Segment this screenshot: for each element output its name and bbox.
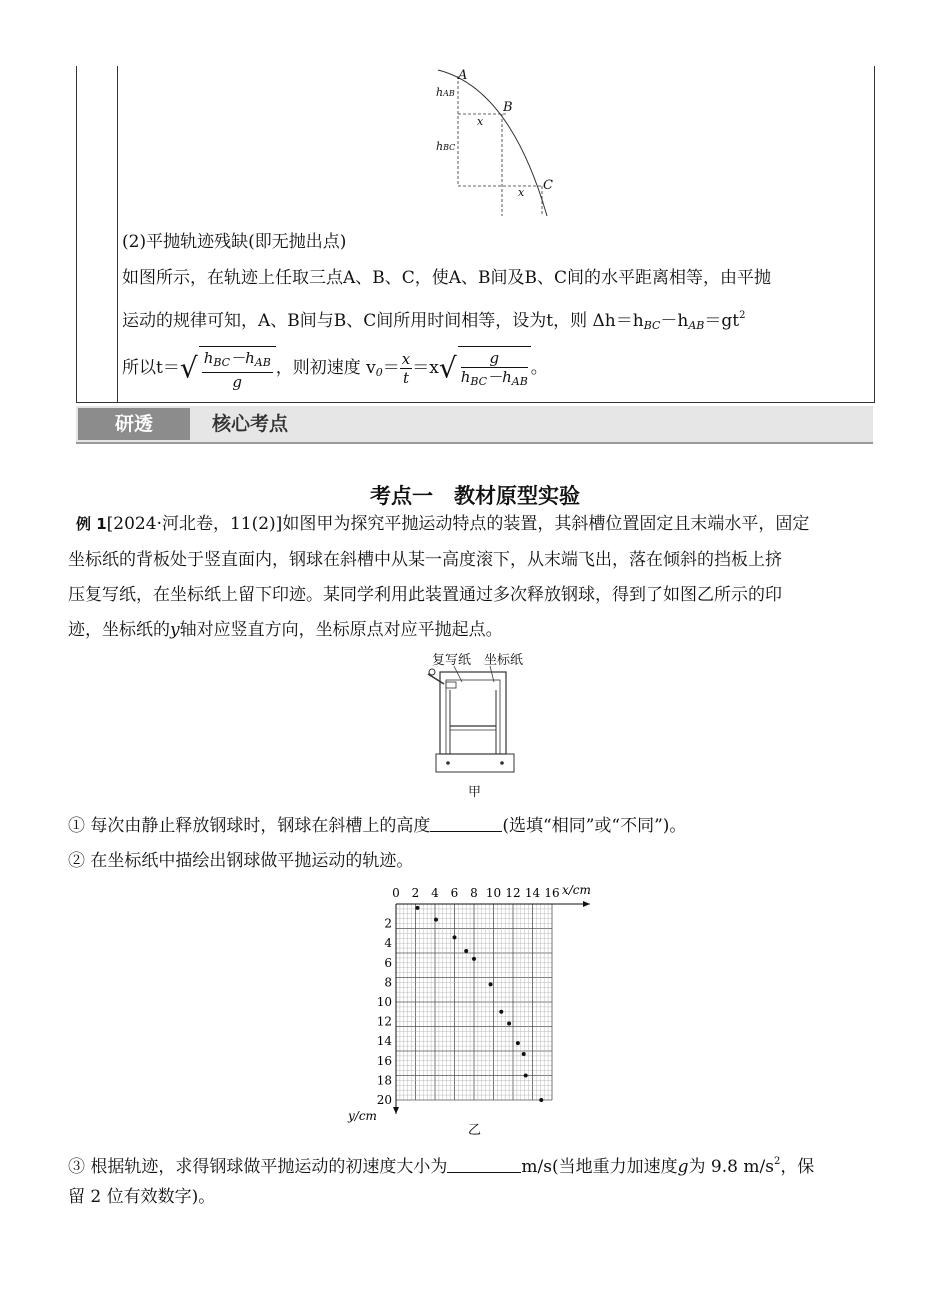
data-point — [415, 906, 419, 910]
x-tick-label: 0 — [392, 886, 400, 900]
h-ab-label: hAB — [436, 86, 455, 99]
example-line-4: 迹，坐标纸的y轴对应竖直方向，坐标原点对应平抛起点。 — [68, 620, 503, 640]
y-tick-label: 14 — [376, 1034, 392, 1049]
steel-ball-icon — [429, 669, 435, 675]
point-b-label: B — [503, 100, 513, 115]
example-line-3: 压复写纸，在坐标纸上留下印迹。某同学利用此装置通过多次释放钢球，得到了如图乙所示的印 — [68, 585, 782, 605]
data-point — [434, 918, 438, 922]
data-point — [464, 949, 468, 953]
y-tick-label: 12 — [376, 1014, 392, 1029]
data-point — [453, 935, 457, 939]
data-point — [499, 1010, 503, 1014]
y-tick-label: 4 — [384, 936, 392, 951]
example-line-2: 坐标纸的背板处于竖直面内，钢球在斜槽中从某一高度滚下，从末端飞出，落在倾斜的挡板上挤 — [68, 550, 782, 570]
x-tick-label: 2 — [411, 886, 420, 900]
box-line-2: 运动的规律可知，A、B间与B、C间所用时间相等，设为t，则 $\Delta h=h_{BC}-h_{AB}=gt^2$ — [122, 310, 746, 332]
example-line-1: 例 1[2024·河北卷，11(2)]如图甲为探究平抛运动特点的装置，其斜槽位置固定且末端水平，固定 — [76, 514, 810, 534]
data-point — [539, 1098, 543, 1102]
section-title: (2)平抛轨迹残缺(即无抛出点) — [122, 232, 347, 252]
apparatus-figure — [420, 662, 530, 778]
y-tick-label: 6 — [384, 955, 392, 970]
y-tick-label: 18 — [376, 1073, 392, 1088]
point-c-label: C — [543, 178, 553, 193]
y-tick-label: 8 — [384, 975, 392, 990]
y-tick-label: 20 — [376, 1093, 392, 1107]
x-tick-label: 4 — [431, 886, 439, 900]
question-2: ② 在坐标纸中描绘出钢球做平抛运动的轨迹。 — [68, 851, 414, 871]
question-3: ③ 根据轨迹，求得钢球做平抛运动的初速度大小为 m/s(当地重力加速度g为 9.8 $m/s^2$，保 — [68, 1156, 815, 1177]
data-point — [524, 1074, 528, 1078]
banner-title: 核心考点 — [212, 413, 289, 435]
coordinate-paper-label: 坐标纸 — [484, 653, 524, 668]
x-label-1: x — [477, 115, 484, 128]
copy-paper-label: 复写纸 — [432, 653, 472, 668]
x-axis-arrow-icon — [583, 901, 590, 907]
data-point — [472, 957, 476, 961]
x-tick-label: 8 — [470, 886, 478, 900]
x-tick-label: 16 — [544, 886, 560, 900]
x-tick-label: 14 — [524, 886, 541, 900]
answer-blank-1[interactable] — [430, 816, 502, 832]
figure-jia-caption: 甲 — [468, 785, 482, 800]
x-tick-label: 12 — [505, 886, 521, 900]
y-axis-label: y/cm — [348, 1109, 377, 1123]
y-tick-label: 16 — [376, 1053, 392, 1068]
banner-tag: 研透 — [78, 408, 190, 440]
example-label: 例 1 — [76, 515, 107, 533]
box-line-3: 所以t＝√ $\frac{h_{BC}-h_{AB}}{g}$ ，则初速度 $v_0=$ $\frac{x}{t}$ ＝x√ $\frac{g}{h_{BC}-h_{AB}}$ 。 — [122, 346, 548, 390]
figure-yi-caption: 乙 — [468, 1123, 482, 1138]
section-banner — [76, 406, 873, 444]
question-3-line-2: 留 2 位有效数字)。 — [68, 1187, 216, 1207]
page-heading: 考点一 教材原型实验 — [370, 484, 580, 508]
h-bc-label: hBC — [436, 140, 456, 153]
x-axis-label: x/cm — [562, 883, 591, 897]
y-tick-label: 2 — [384, 916, 392, 931]
trajectory-chart — [340, 882, 610, 1142]
data-point — [489, 982, 493, 986]
box-line-1: 如图所示，在轨迹上任取三点A、B、C，使A、B间及B、C间的水平距离相等，由平抛 — [122, 268, 772, 288]
y-axis-arrow-icon — [393, 1107, 399, 1114]
data-point — [516, 1041, 520, 1045]
data-point — [522, 1052, 526, 1056]
x-tick-label: 6 — [450, 886, 459, 900]
data-point — [507, 1022, 511, 1026]
box-left-column — [117, 66, 118, 402]
question-1: ① 每次由静止释放钢球时，钢球在斜槽上的高度 (选填“相同”或“不同”)。 — [68, 816, 687, 836]
x-tick-label: 10 — [485, 886, 502, 900]
y-tick-label: 10 — [376, 995, 392, 1009]
answer-blank-3[interactable] — [447, 1157, 521, 1173]
x-label-2: x — [518, 186, 525, 199]
point-a-label: A — [458, 68, 468, 83]
